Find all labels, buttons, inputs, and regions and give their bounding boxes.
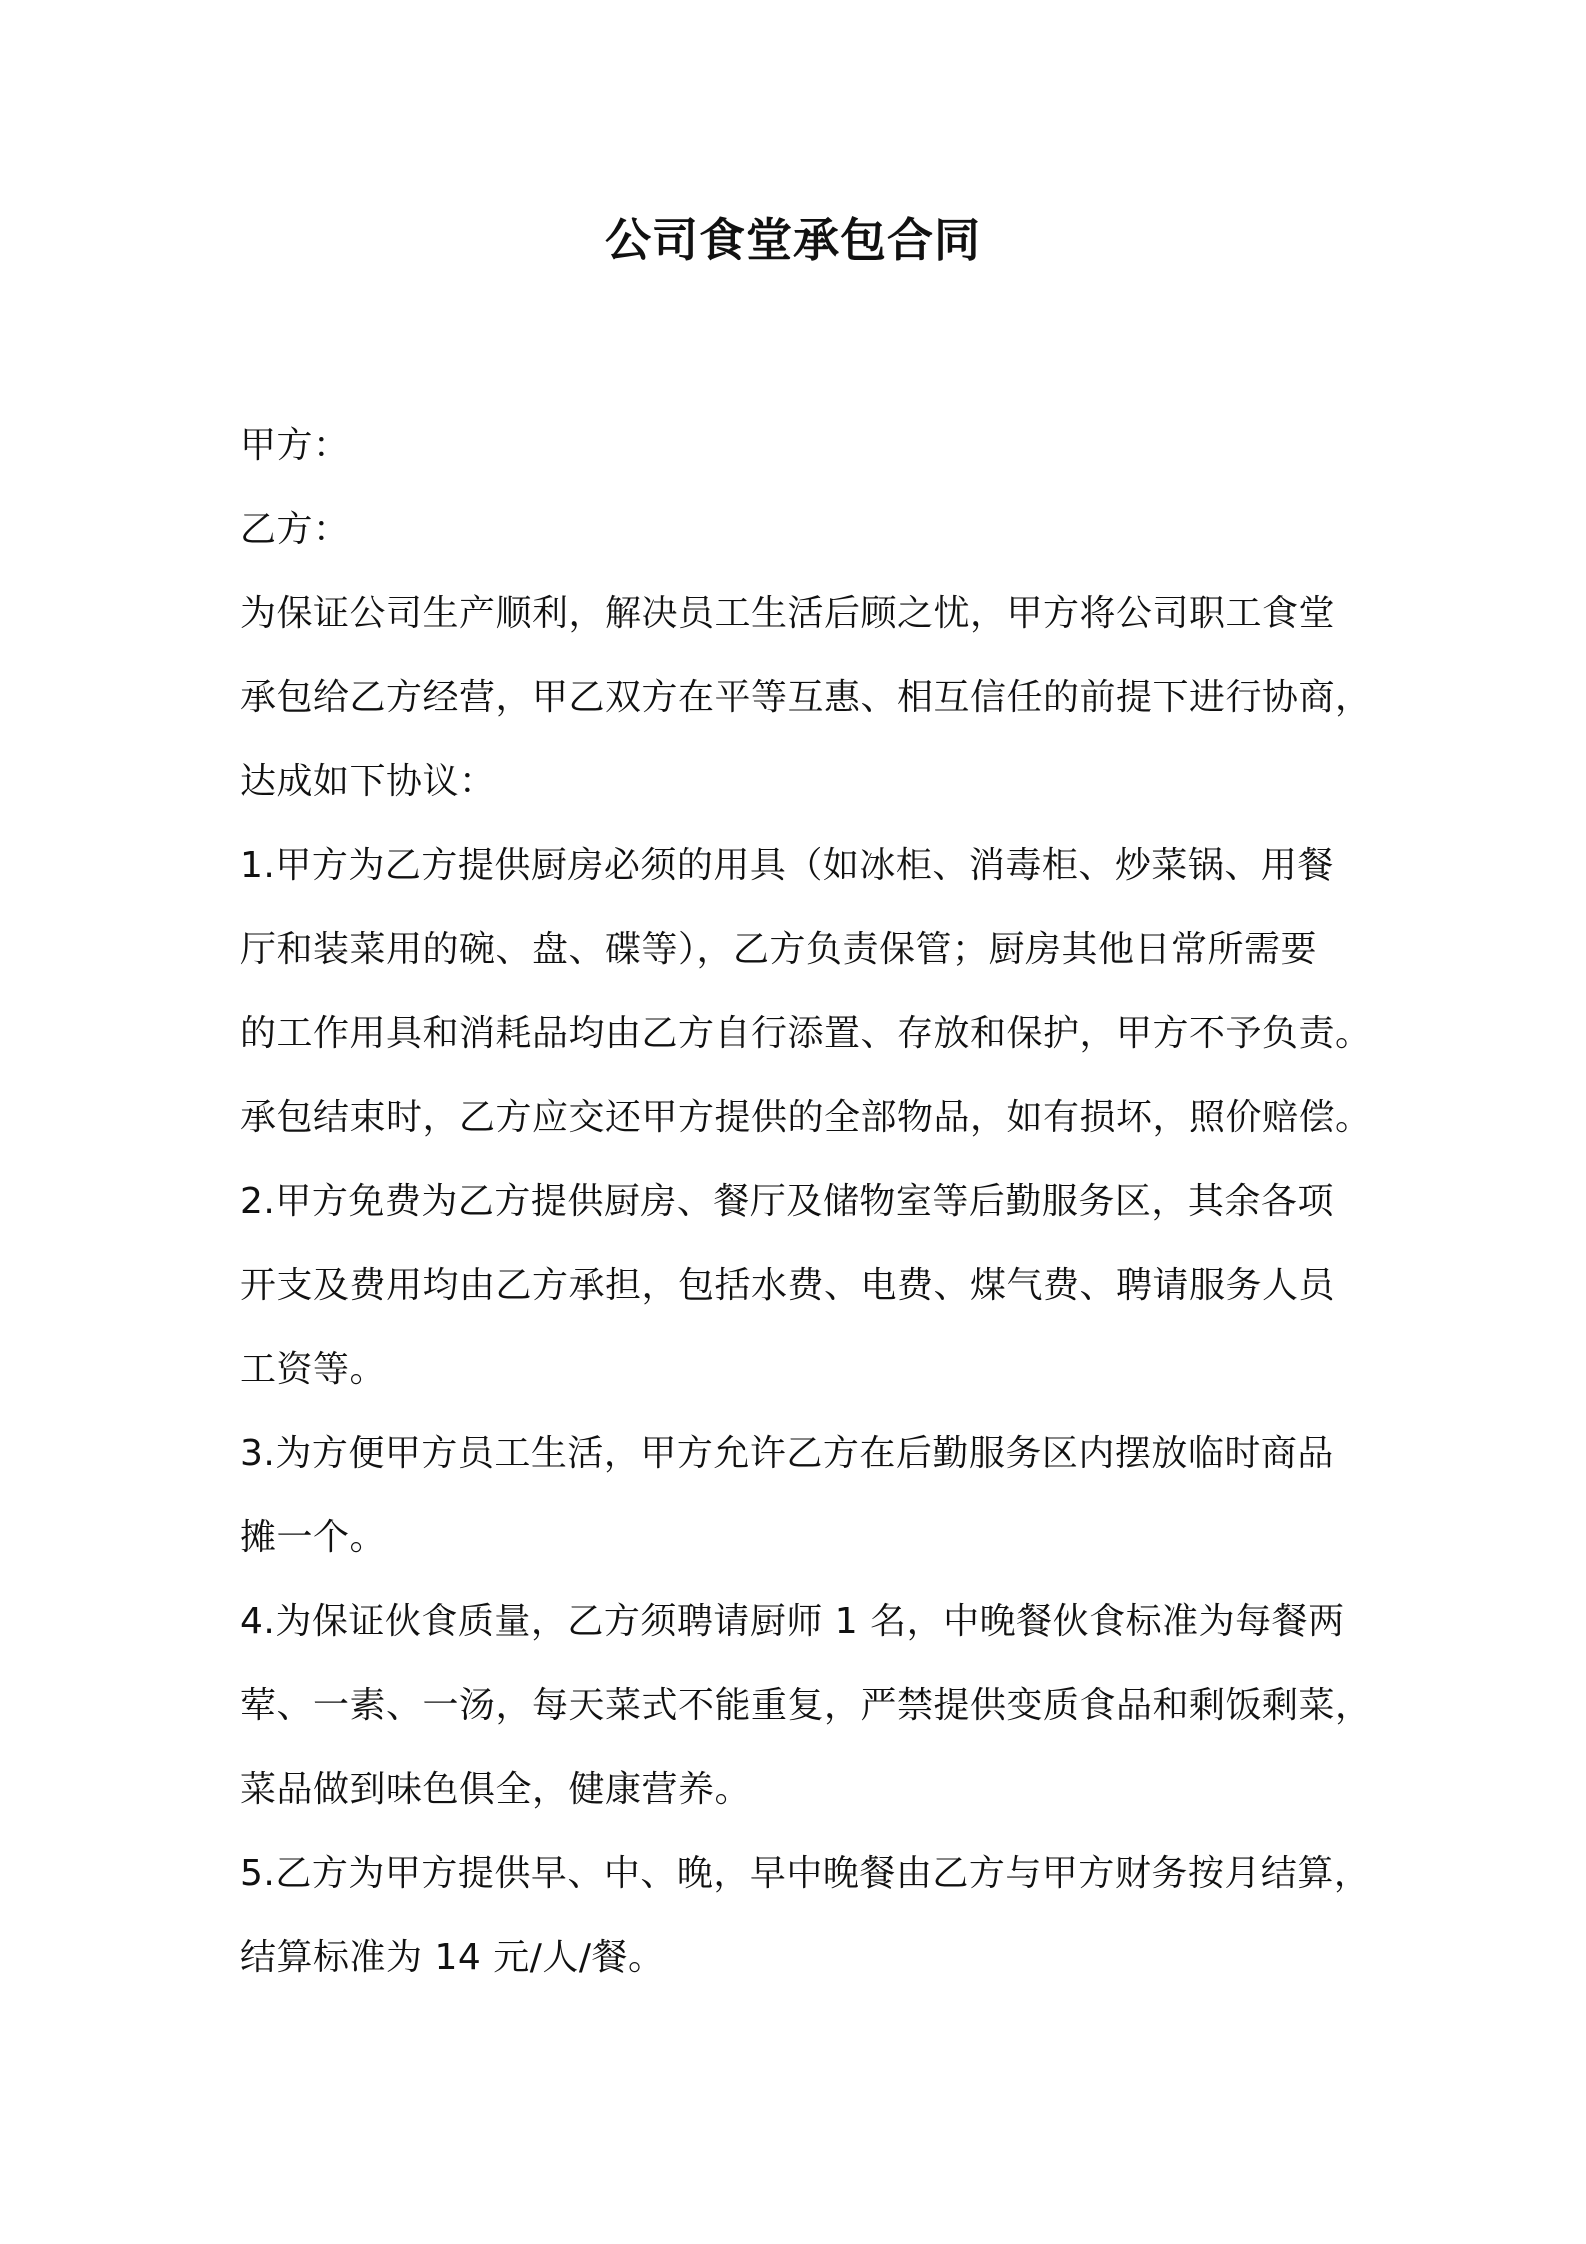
document-title: 公司食堂承包合同 [605,213,981,267]
preamble-line: 达成如下协议： [240,761,496,802]
clause-4-line: 4.为保证伙食质量，乙方须聘请厨师 1 名，中晚餐伙食标准为每餐两 [240,1601,1345,1642]
clause-1-line: 1.甲方为乙方提供厨房必须的用具（如冰柜、消毒柜、炒菜锅、用餐 [240,845,1334,886]
clause-3-line: 3.为方便甲方员工生活，甲方允许乙方在后勤服务区内摆放临时商品 [240,1433,1334,1474]
clause-2-line: 2.甲方免费为乙方提供厨房、餐厅及储物室等后勤服务区，其余各项 [240,1181,1334,1222]
document-body [240,404,1372,2000]
preamble-line: 承包给乙方经营，甲乙双方在平等互惠、相互信任的前提下进行协商， [240,677,1372,718]
clause-5-line: 5.乙方为甲方提供早、中、晚，早中晚餐由乙方与甲方财务按月结算， [240,1853,1371,1894]
party-b-line: 乙方： [240,509,350,550]
party-a-line: 甲方： [240,425,350,466]
preamble-line: 为保证公司生产顺利，解决员工生活后顾之忧，甲方将公司职工食堂 [240,593,1336,634]
clause-2-line: 工资等。 [240,1349,387,1390]
clause-2-line: 开支及费用均由乙方承担，包括水费、电费、煤气费、聘请服务人员 [240,1265,1336,1306]
clause-1-line: 承包结束时，乙方应交还甲方提供的全部物品，如有损坏，照价赔偿。 [240,1097,1372,1138]
clause-4-line: 菜品做到味色俱全，健康营养。 [240,1769,752,1810]
clause-1-line: 厅和装菜用的碗、盘、碟等），乙方负责保管；厨房其他日常所需要 [240,929,1318,970]
clause-4-line: 荤、一素、一汤，每天菜式不能重复，严禁提供变质食品和剩饭剩菜， [240,1685,1372,1726]
clause-5-line: 结算标准为 14 元/人/餐。 [240,1937,665,1978]
clause-1-line: 的工作用具和消耗品均由乙方自行添置、存放和保护，甲方不予负责。 [240,1013,1372,1054]
clause-3-line: 摊一个。 [240,1517,387,1558]
